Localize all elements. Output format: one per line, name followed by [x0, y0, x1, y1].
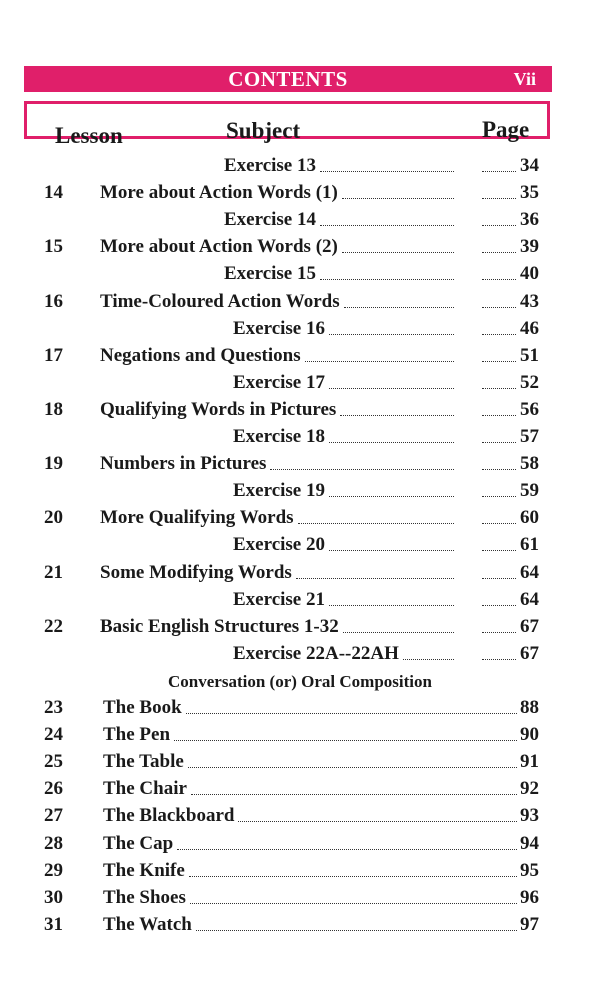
page-dot-leader: [482, 334, 516, 335]
page-number: 52: [520, 371, 539, 393]
page-number: 58: [520, 453, 539, 475]
banner-title: CONTENTS: [228, 67, 348, 91]
toc-row: [0, 342, 600, 369]
toc-row: [0, 857, 600, 884]
toc-row: [0, 288, 600, 315]
page-dot-leader: [482, 605, 516, 606]
lesson-number: 14: [44, 182, 63, 204]
subject-title: More about Action Words (2): [100, 233, 340, 260]
dot-leader: [329, 334, 454, 335]
lesson-number: 31: [44, 913, 63, 935]
toc-row: [0, 315, 600, 342]
dot-leader: [329, 442, 454, 443]
toc-row: [0, 586, 600, 613]
page-dot-leader: [482, 578, 516, 579]
page-column-header: Page: [482, 117, 530, 142]
dot-leader: [189, 876, 517, 877]
toc-row: [0, 531, 600, 558]
page-number: 92: [520, 778, 539, 800]
toc-row: [0, 396, 600, 423]
page-dot-leader: [482, 659, 516, 660]
dot-leader: [296, 578, 454, 579]
toc-row: [0, 206, 600, 233]
page-number: 61: [520, 534, 539, 556]
subject-title: Exercise 19: [233, 477, 327, 504]
lesson-number: 26: [44, 778, 63, 800]
page-dot-leader: [482, 198, 516, 199]
subject-title: More Qualifying Words: [100, 504, 296, 531]
subject-title: Exercise 18: [233, 423, 327, 450]
toc-row: [0, 640, 600, 667]
page-dot-leader: [482, 279, 516, 280]
lesson-number: 23: [44, 697, 63, 718]
subject-title: Exercise 20: [233, 531, 327, 558]
subject-title: Exercise 16: [233, 315, 327, 342]
page-number: 56: [520, 398, 539, 420]
lesson-number: 17: [44, 344, 63, 366]
lesson-number: 19: [44, 453, 63, 475]
lesson-column-header: Lesson: [55, 123, 123, 148]
dot-leader: [320, 279, 454, 280]
page-number: 59: [520, 480, 539, 502]
page-dot-leader: [482, 550, 516, 551]
toc-row: [0, 423, 600, 450]
dot-leader: [342, 252, 454, 253]
page-number: 43: [520, 290, 539, 312]
dot-leader: [188, 767, 517, 768]
toc-row: [0, 260, 600, 287]
toc-row: [0, 911, 600, 938]
dot-leader: [340, 415, 454, 416]
page-number: 64: [520, 588, 539, 610]
page-number: 67: [520, 615, 539, 637]
dot-leader: [329, 388, 454, 389]
dot-leader: [329, 605, 454, 606]
section-heading: Conversation (or) Oral Composition: [168, 672, 432, 691]
page-dot-leader: [482, 171, 516, 172]
page-number: 97: [520, 913, 539, 935]
dot-leader: [343, 632, 454, 633]
page-number: 46: [520, 317, 539, 339]
subject-title: Exercise 15: [224, 260, 318, 287]
subject-title: Numbers in Pictures: [100, 450, 268, 477]
subject-title: Qualifying Words in Pictures: [100, 396, 338, 423]
lesson-number: 27: [44, 805, 63, 827]
subject-column-header: Subject: [226, 118, 301, 143]
dot-leader: [342, 198, 454, 199]
subject-title: More about Action Words (1): [100, 179, 340, 206]
page-number: 40: [520, 263, 539, 285]
subject-title: The Blackboard: [103, 802, 236, 829]
dot-leader: [238, 821, 517, 822]
dot-leader: [305, 361, 454, 362]
lesson-number: 22: [44, 615, 63, 637]
page-dot-leader: [482, 361, 516, 362]
toc-row: [0, 802, 600, 829]
dot-leader: [177, 849, 517, 850]
subject-title: The Pen: [103, 721, 172, 748]
page-dot-leader: [482, 469, 516, 470]
toc-row: [0, 477, 600, 504]
page-number: 91: [520, 751, 539, 773]
dot-leader: [270, 469, 454, 470]
page-number: 90: [520, 724, 539, 746]
page-number: 39: [520, 236, 539, 258]
subject-title: The Knife: [103, 857, 187, 884]
toc-row: [0, 775, 600, 802]
dot-leader: [196, 930, 517, 931]
subject-title: Exercise 13: [224, 152, 318, 179]
dot-leader: [186, 713, 517, 714]
contents-banner: [24, 66, 552, 92]
lesson-number: 16: [44, 290, 63, 312]
page-number: 67: [520, 642, 539, 664]
page-number: 96: [520, 886, 539, 908]
page-number: 93: [520, 805, 539, 827]
dot-leader: [174, 740, 517, 741]
page-number: 88: [520, 697, 539, 718]
toc-row: [0, 884, 600, 911]
subject-title: Exercise 17: [233, 369, 327, 396]
page-dot-leader: [482, 632, 516, 633]
toc-row: [0, 559, 600, 586]
subject-title: Some Modifying Words: [100, 559, 294, 586]
dot-leader: [320, 171, 454, 172]
dot-leader: [329, 496, 454, 497]
page-number: 35: [520, 182, 539, 204]
page-dot-leader: [482, 415, 516, 416]
subject-title: The Book: [103, 694, 184, 721]
toc-row: [0, 450, 600, 477]
dot-leader: [191, 794, 517, 795]
page-number: 36: [520, 209, 539, 231]
subject-title: The Watch: [103, 911, 194, 938]
lesson-number: 15: [44, 236, 63, 258]
toc-row: [0, 179, 600, 206]
lesson-number: 18: [44, 398, 63, 420]
lesson-number: 25: [44, 751, 63, 773]
dot-leader: [298, 523, 454, 524]
dot-leader: [329, 550, 454, 551]
banner-page-number: Vii: [513, 69, 536, 89]
lesson-number: 24: [44, 724, 63, 746]
dot-leader: [190, 903, 517, 904]
dot-leader: [403, 659, 454, 660]
toc-row: [0, 613, 600, 640]
page-dot-leader: [482, 225, 516, 226]
page-dot-leader: [482, 252, 516, 253]
subject-title: Exercise 22A--22AH: [233, 640, 401, 667]
page-number: 64: [520, 561, 539, 583]
toc-row: [0, 721, 600, 748]
subject-title: The Cap: [103, 830, 175, 857]
subject-title: The Table: [103, 748, 186, 775]
toc-row: [0, 152, 600, 179]
subject-title: Time-Coloured Action Words: [100, 288, 342, 315]
toc-row: [0, 748, 600, 775]
subject-title: The Shoes: [103, 884, 188, 911]
toc-row: [0, 233, 600, 260]
page-number: 94: [520, 832, 539, 854]
lesson-number: 28: [44, 832, 63, 854]
toc-row: [0, 830, 600, 857]
subject-title: The Chair: [103, 775, 189, 802]
dot-leader: [344, 307, 454, 308]
page-dot-leader: [482, 388, 516, 389]
lesson-number: 21: [44, 561, 63, 583]
page-dot-leader: [482, 523, 516, 524]
page-number: 95: [520, 859, 539, 881]
page-dot-leader: [482, 307, 516, 308]
page-number: 57: [520, 426, 539, 447]
lesson-number: 30: [44, 886, 63, 908]
page-number: 51: [520, 344, 539, 366]
toc-row: [0, 504, 600, 531]
page-dot-leader: [482, 442, 516, 443]
subject-title: Exercise 14: [224, 206, 318, 233]
page-number: 60: [520, 507, 539, 529]
dot-leader: [320, 225, 454, 226]
subject-title: Exercise 21: [233, 586, 327, 613]
toc-row: [0, 694, 600, 721]
page-number: 34: [520, 155, 539, 176]
lesson-number: 20: [44, 507, 63, 529]
page-dot-leader: [482, 496, 516, 497]
subject-title: Negations and Questions: [100, 342, 303, 369]
subject-title: Basic English Structures 1-32: [100, 613, 341, 640]
lesson-number: 29: [44, 859, 63, 881]
toc-row: [0, 369, 600, 396]
